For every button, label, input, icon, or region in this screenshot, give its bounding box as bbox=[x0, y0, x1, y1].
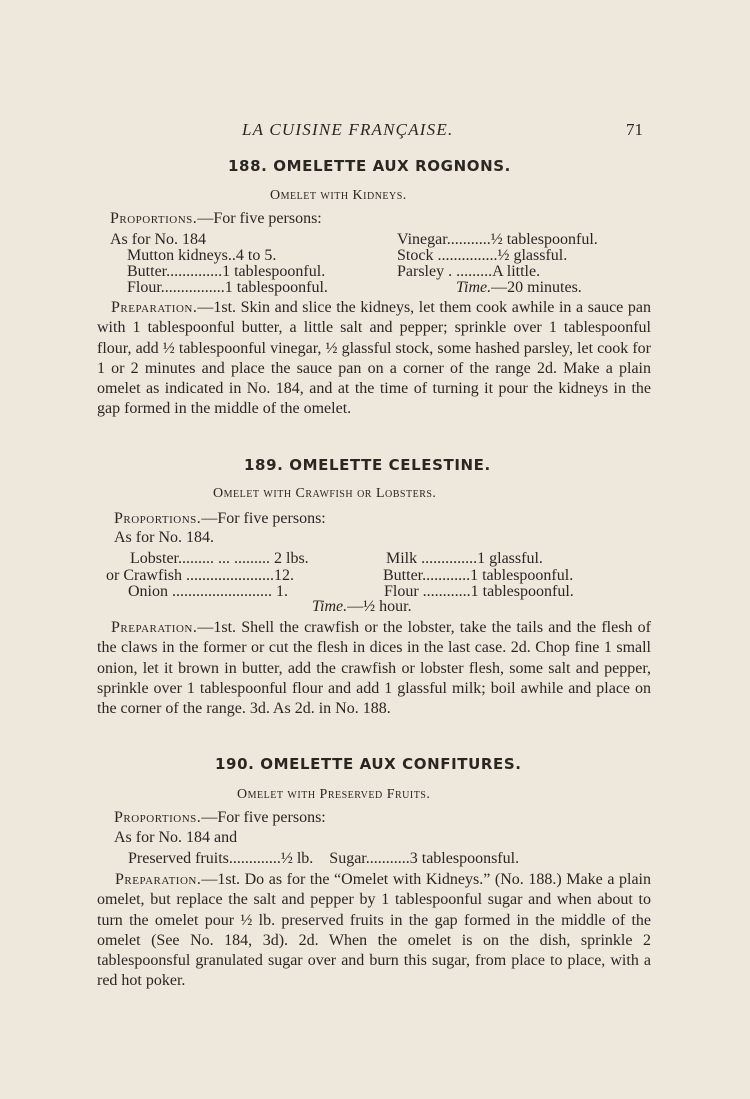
recipe-189-as-for: As for No. 184. bbox=[114, 529, 214, 546]
running-title: LA CUISINE FRANÇAISE. bbox=[242, 120, 454, 139]
recipe-190-title: 190. OMELETTE AUX CONFITURES. bbox=[215, 755, 522, 773]
ingredient-right: Milk ..............1 glassful. bbox=[386, 550, 543, 567]
recipe-190-preparation bbox=[97, 870, 651, 992]
ingredient-right: Stock ...............½ glassful. bbox=[397, 247, 568, 264]
preparation-label: Preparation. bbox=[115, 871, 202, 888]
time-value: —20 minutes. bbox=[491, 279, 582, 296]
recipe-188-as-for: As for No. 184 bbox=[110, 231, 206, 248]
preparation-text: —1st. Do as for the “Omelet with Kidneys.” (No. 188.) Make a plain omelet, but replace the salt and pepper by 1 tablespoonful sugar and when about to turn the omelet pour ½ lb. preserved fruits in the gap formed in the middle of the omelet (See No. 184, 3d). 2d. When the omelet is on the dish, sprinkle 2 tablespoonsful granulated sugar over and burn this sugar, from place to place, with a red hot poker. bbox=[97, 871, 651, 990]
proportions-label: Proportions. bbox=[114, 510, 202, 527]
ingredient-right: Vinegar...........½ tablespoonful. bbox=[397, 231, 598, 248]
recipe-188-time bbox=[456, 279, 582, 297]
recipe-189-subtitle: Omelet with Crawfish or Lobsters. bbox=[213, 486, 437, 501]
proportions-label: Proportions. bbox=[114, 809, 202, 826]
proportions-label: Proportions. bbox=[110, 210, 198, 227]
recipe-188-proportions bbox=[110, 210, 322, 228]
proportions-text: —For five persons: bbox=[201, 510, 326, 527]
ingredient-left: or Crawfish ......................12. bbox=[106, 567, 294, 584]
recipe-188-subtitle: Omelet with Kidneys. bbox=[270, 188, 407, 203]
preparation-text: —1st. Skin and slice the kidneys, let them cook awhile in a sauce pan with 1 tablespoonful butter, a little salt and pepper; sprinkle over 1 tablespoonful flour, add ½ tablespoonful vinegar, ½ glassful stock, some hashed parsley, let cook for 1 or 2 minutes and place the sauce pan on a corner of the range 2d. Make a plain omelet as indicated in No. 184, and at the time of turning it pour the kidneys in the gap formed in the middle of the omelet. bbox=[97, 299, 651, 418]
recipe-190-ingredients: Preserved fruits.............½ lb. Sugar...........3 tablespoonsful. bbox=[128, 850, 520, 867]
recipe-188-preparation bbox=[97, 298, 651, 420]
recipe-189-title: 189. OMELETTE CELESTINE. bbox=[244, 456, 491, 474]
time-label: Time. bbox=[456, 279, 492, 296]
proportions-text: —For five persons: bbox=[201, 809, 326, 826]
preparation-text: —1st. Shell the crawfish or the lobster, take the tails and the flesh of the claws in the former or cut the flesh in dices in the last case. 2d. Chop fine 1 small onion, let it brown in butter, add the crawfish or lobster flesh, some salt and pepper, sprinkle over 1 tablespoonful flour and add 1 glassful milk; boil awhile and place on the corner of the range. 3d. As 2d. in No. 188. bbox=[97, 619, 651, 718]
ingredient-right: Butter............1 tablespoonful. bbox=[383, 567, 574, 584]
recipe-190-proportions bbox=[114, 809, 326, 827]
recipe-188-title: 188. OMELETTE AUX ROGNONS. bbox=[228, 157, 511, 175]
recipe-189-time bbox=[312, 598, 412, 616]
recipe-189-preparation bbox=[97, 618, 651, 719]
preparation-label: Preparation. bbox=[111, 299, 198, 316]
time-value: —½ hour. bbox=[347, 598, 412, 615]
ingredient-right: Flour ............1 tablespoonful. bbox=[384, 583, 574, 600]
page-number: 71 bbox=[626, 120, 643, 139]
preparation-label: Preparation. bbox=[111, 619, 198, 636]
recipe-190-as-for: As for No. 184 and bbox=[114, 829, 238, 846]
ingredient-left: Onion ......................... 1. bbox=[128, 583, 288, 600]
time-label: Time. bbox=[312, 598, 348, 615]
ingredient-left: Mutton kidneys..4 to 5. bbox=[127, 247, 277, 264]
ingredient-left: Butter..............1 tablespoonful. bbox=[127, 263, 326, 280]
ingredient-left: Lobster......... ... ......... 2 lbs. bbox=[130, 550, 309, 567]
recipe-189-proportions bbox=[114, 510, 326, 528]
ingredient-left: Flour................1 tablespoonful. bbox=[127, 279, 328, 296]
ingredient-right: Parsley . .........A little. bbox=[397, 263, 541, 280]
recipe-190-subtitle: Omelet with Preserved Fruits. bbox=[237, 787, 431, 802]
proportions-text: —For five persons: bbox=[197, 210, 322, 227]
